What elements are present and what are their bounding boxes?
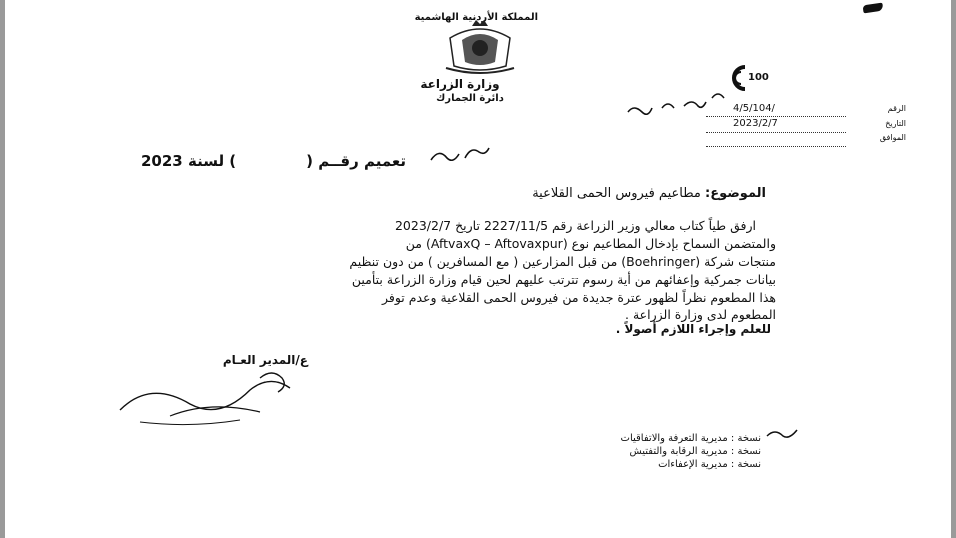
cc-check-scribble <box>765 426 805 442</box>
scan-border-right <box>951 0 956 538</box>
body-line-5: هذا المطعوم نظراً لظهور عترة جديدة من فيروس الحمى القلاعية وعدم توفر <box>381 290 776 305</box>
ink-mark <box>863 3 884 14</box>
ref-hijri-dotline <box>706 146 846 147</box>
scan-border-left <box>0 0 5 538</box>
subject-line <box>532 186 766 201</box>
circular-label: تعميم رقــم ( <box>306 152 406 170</box>
closing-line: للعلم وإجراء اللازم أصولاً . <box>615 322 771 336</box>
cc-line-1: نسخة : مديرية التعرفة والاتفاقيات <box>620 433 761 444</box>
body-line-3: منتجات شركة (Boehringer) من قبل المزارعين ( مع المسافرين ) من دون تنظيم <box>349 254 776 269</box>
ref-date-value: 2023/2/7 <box>733 118 778 129</box>
body-line-2: والمتضمن السماح بإدخال المطاعيم نوع (AftvaxQ – Aftovaxpur) من <box>405 236 776 251</box>
body-line-6: المطعوم لدى وزارة الزراعة . <box>625 307 776 322</box>
department-name: دائرة الجمارك <box>436 93 504 104</box>
ref-number-label: الرقم <box>887 104 906 113</box>
ref-date-dotline <box>706 132 846 133</box>
signatory-title: ع/المدير العـام <box>222 353 308 367</box>
cc-line-2: نسخة : مديرية الرقابة والتفتيش <box>629 446 761 457</box>
body-line-1: ارفق طياً كتاب معالي وزير الزراعة رقم 2227/11/5 تاريخ 2023/2/7 <box>394 218 756 233</box>
ministry-name: وزارة الزراعة <box>420 77 500 91</box>
handwritten-reference-scribble <box>622 84 732 124</box>
ref-hijri-label: الموافق <box>879 133 906 142</box>
coat-of-arms-icon <box>440 18 520 76</box>
subject-label: الموضوع: <box>705 186 766 201</box>
cc-line-3: نسخة : مديرية الإعفاءات <box>658 459 761 470</box>
handwritten-circular-number <box>425 140 495 170</box>
kingdom-title: المملكة الأردنية الهاشمية <box>414 12 538 23</box>
ref-date-label: التاريخ <box>885 119 906 128</box>
circular-year: ) لسنة 2023 <box>141 152 237 170</box>
subject-text: مطاعيم فيروس الحمى القلاعية <box>532 186 701 201</box>
ref-number-value: 4/5/104/ <box>733 103 775 114</box>
centenary-label: 100 <box>748 72 769 83</box>
signature-icon <box>110 360 320 430</box>
circular-title <box>141 152 406 170</box>
body-line-4: بيانات جمركية وإعفائهم من أية رسوم تترتب عليهم لحين قيام وزارة الزراعة بتأمين <box>351 272 776 287</box>
